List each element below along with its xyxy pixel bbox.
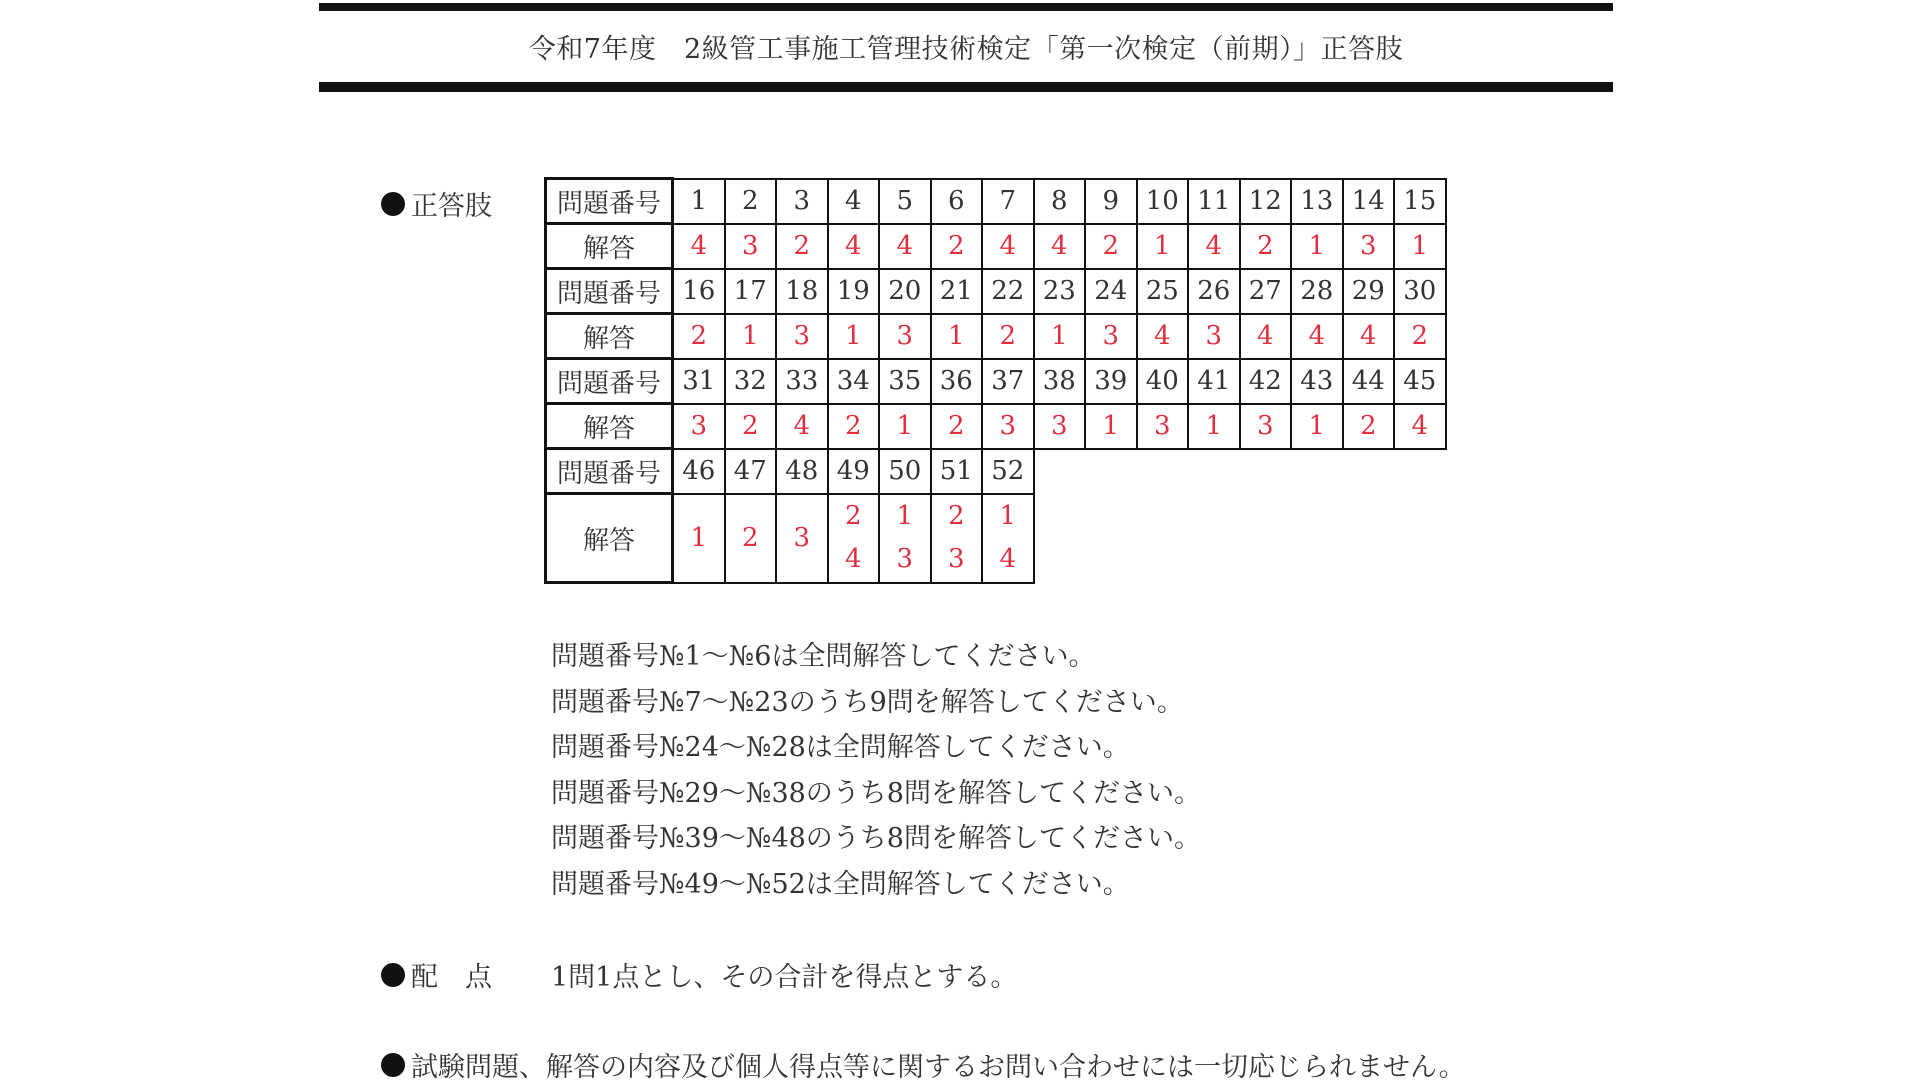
- scoring-section-label: [381, 955, 492, 994]
- answer-cell: 2: [1394, 314, 1446, 359]
- empty-cell: [1291, 494, 1343, 583]
- question-number-cell: 42: [1240, 359, 1292, 404]
- question-number-cell: 36: [931, 359, 983, 404]
- question-number-cell: 47: [725, 449, 777, 494]
- top-rule: [319, 3, 1613, 11]
- question-number-cell: 4: [828, 179, 880, 224]
- note-line: 問題番号№1～№6は全問解答してください。: [551, 641, 1096, 672]
- empty-cell: [1034, 494, 1086, 583]
- answer-cell: 4: [1034, 224, 1086, 269]
- scoring-label: 配 点: [411, 962, 492, 993]
- answer-cell: [828, 494, 880, 583]
- answer-cell: [982, 494, 1034, 583]
- question-number-cell: 38: [1034, 359, 1086, 404]
- answers-section-title: 正答肢: [411, 191, 492, 222]
- answer-cell: 4: [828, 224, 880, 269]
- question-number-cell: 9: [1085, 179, 1137, 224]
- question-number-cell: 35: [879, 359, 931, 404]
- bullet-icon: [381, 1053, 405, 1077]
- disclaimer-text: 試験問題、解答の内容及び個人得点等に関するお問い合わせには一切応じられません。: [411, 1052, 1466, 1083]
- answer-cell: 2: [1343, 404, 1395, 449]
- answer-cell: 2: [1085, 224, 1137, 269]
- answer-value: 2: [741, 522, 759, 553]
- answer-cell: 3: [1137, 404, 1189, 449]
- question-number-cell: 46: [673, 449, 725, 494]
- empty-cell: [1137, 494, 1189, 583]
- answer-value: 3: [947, 544, 965, 574]
- answer-cell: 4: [673, 224, 725, 269]
- answer-cell: [725, 494, 777, 583]
- note-line: 問題番号№24～№28は全問解答してください。: [551, 732, 1130, 763]
- question-number-cell: 32: [725, 359, 777, 404]
- answers-section-label: [381, 184, 492, 223]
- empty-cell: [1394, 449, 1446, 494]
- question-number-cell: 12: [1240, 179, 1292, 224]
- bullet-icon: [381, 963, 405, 987]
- question-number-cell: 10: [1137, 179, 1189, 224]
- page-title: 令和7年度 2級管工事施工管理技術検定「第一次検定（前期）」正答肢: [528, 34, 1404, 65]
- empty-cell: [1291, 449, 1343, 494]
- answer-value: 1: [690, 522, 708, 553]
- answer-cell: 2: [828, 404, 880, 449]
- answer-value: 1: [896, 501, 914, 531]
- empty-cell: [1343, 494, 1395, 583]
- answer-cell: 3: [673, 404, 725, 449]
- question-number-cell: 7: [982, 179, 1034, 224]
- answer-header: 解答: [546, 314, 673, 359]
- answer-cell: [673, 494, 725, 583]
- answer-value: 4: [844, 544, 862, 574]
- answer-cell: 1: [725, 314, 777, 359]
- note-line: 問題番号№39～№48のうち8問を解答してください。: [551, 823, 1201, 854]
- answer-cell: 1: [1291, 224, 1343, 269]
- answer-cell: 2: [982, 314, 1034, 359]
- answer-value: 2: [844, 501, 862, 531]
- question-number-row: [546, 269, 1446, 314]
- empty-cell: [1343, 449, 1395, 494]
- answer-cell: 1: [931, 314, 983, 359]
- answer-cell: 4: [879, 224, 931, 269]
- question-number-cell: 14: [1343, 179, 1395, 224]
- answer-cell: 3: [1188, 314, 1240, 359]
- instruction-notes: [551, 634, 1201, 907]
- question-number-header: 問題番号: [546, 179, 673, 224]
- question-number-cell: 26: [1188, 269, 1240, 314]
- question-number-row: [546, 359, 1446, 404]
- bullet-icon: [381, 192, 405, 216]
- question-number-header: 問題番号: [546, 359, 673, 404]
- question-number-cell: 39: [1085, 359, 1137, 404]
- question-number-cell: 18: [776, 269, 828, 314]
- answer-cell: 4: [1291, 314, 1343, 359]
- answer-value: 1: [999, 501, 1017, 531]
- answer-cell: 2: [725, 404, 777, 449]
- question-number-cell: 20: [879, 269, 931, 314]
- question-number-cell: 11: [1188, 179, 1240, 224]
- question-number-cell: 22: [982, 269, 1034, 314]
- answer-cell: 3: [1240, 404, 1292, 449]
- question-number-cell: 27: [1240, 269, 1292, 314]
- note-line: 問題番号№49～№52は全問解答してください。: [551, 868, 1130, 900]
- empty-cell: [1085, 449, 1137, 494]
- answer-cell: 2: [673, 314, 725, 359]
- question-number-row: [546, 179, 1446, 224]
- question-number-cell: 45: [1394, 359, 1446, 404]
- question-number-cell: 31: [673, 359, 725, 404]
- empty-cell: [1240, 449, 1292, 494]
- question-number-cell: 6: [931, 179, 983, 224]
- question-number-cell: 44: [1343, 359, 1395, 404]
- answer-cell: [776, 494, 828, 583]
- answer-row: [546, 494, 1446, 583]
- answer-row: [546, 314, 1446, 359]
- answer-cell: 2: [776, 224, 828, 269]
- answer-row: [546, 224, 1446, 269]
- note-line: 問題番号№7～№23のうち9問を解答してください。: [551, 686, 1184, 718]
- answer-cell: 3: [879, 314, 931, 359]
- answer-cell: 1: [828, 314, 880, 359]
- answer-cell: 3: [1343, 224, 1395, 269]
- answer-cell: 2: [1240, 224, 1292, 269]
- answer-header: 解答: [546, 494, 673, 583]
- empty-cell: [1188, 449, 1240, 494]
- answer-cell: 1: [1085, 404, 1137, 449]
- question-number-cell: 13: [1291, 179, 1343, 224]
- answer-cell: 1: [1394, 224, 1446, 269]
- question-number-cell: 52: [982, 449, 1034, 494]
- empty-cell: [1137, 449, 1189, 494]
- question-number-cell: 33: [776, 359, 828, 404]
- answer-cell: [879, 494, 931, 583]
- question-number-cell: 17: [725, 269, 777, 314]
- answer-cell: 1: [1034, 314, 1086, 359]
- question-number-cell: 49: [828, 449, 880, 494]
- answer-cell: 4: [1240, 314, 1292, 359]
- answer-cell: 1: [1137, 224, 1189, 269]
- question-number-cell: 51: [931, 449, 983, 494]
- question-number-header: 問題番号: [546, 449, 673, 494]
- answer-value: 2: [947, 501, 965, 531]
- answer-cell: 4: [776, 404, 828, 449]
- question-number-cell: 29: [1343, 269, 1395, 314]
- question-number-cell: 16: [673, 269, 725, 314]
- bottom-rule: [319, 82, 1613, 92]
- disclaimer-section: [381, 1045, 1466, 1084]
- answer-value: 4: [999, 544, 1017, 574]
- question-number-cell: 30: [1394, 269, 1446, 314]
- answer-cell: 2: [931, 224, 983, 269]
- answer-cell: 4: [1394, 404, 1446, 449]
- empty-cell: [1085, 494, 1137, 583]
- empty-cell: [1394, 494, 1446, 583]
- empty-cell: [1240, 494, 1292, 583]
- question-number-cell: 37: [982, 359, 1034, 404]
- question-number-cell: 5: [879, 179, 931, 224]
- question-number-cell: 2: [725, 179, 777, 224]
- question-number-cell: 23: [1034, 269, 1086, 314]
- answer-cell: 1: [1188, 404, 1240, 449]
- question-number-cell: 28: [1291, 269, 1343, 314]
- answer-cell: 3: [725, 224, 777, 269]
- question-number-cell: 25: [1137, 269, 1189, 314]
- answer-cell: 4: [1343, 314, 1395, 359]
- question-number-cell: 43: [1291, 359, 1343, 404]
- question-number-cell: 1: [673, 179, 725, 224]
- answer-cell: 2: [931, 404, 983, 449]
- question-number-cell: 15: [1394, 179, 1446, 224]
- answer-cell: 3: [1034, 404, 1086, 449]
- answer-cell: 4: [982, 224, 1034, 269]
- question-number-row: [546, 449, 1446, 494]
- question-number-cell: 34: [828, 359, 880, 404]
- question-number-cell: 41: [1188, 359, 1240, 404]
- answer-header: 解答: [546, 404, 673, 449]
- answer-table: [544, 177, 1447, 584]
- answer-cell: 1: [1291, 404, 1343, 449]
- answer-header: 解答: [546, 224, 673, 269]
- note-line: 問題番号№29～№38のうち8問を解答してください。: [551, 777, 1201, 809]
- question-number-cell: 48: [776, 449, 828, 494]
- question-number-cell: 19: [828, 269, 880, 314]
- question-number-cell: 24: [1085, 269, 1137, 314]
- question-number-cell: 50: [879, 449, 931, 494]
- empty-cell: [1034, 449, 1086, 494]
- question-number-header: 問題番号: [546, 269, 673, 314]
- answer-value: 3: [793, 522, 811, 553]
- question-number-cell: 21: [931, 269, 983, 314]
- answer-cell: 3: [776, 314, 828, 359]
- answer-value: 3: [896, 544, 914, 574]
- answer-cell: 3: [1085, 314, 1137, 359]
- scoring-text: 1問1点とし、その合計を得点とする。: [551, 962, 1018, 993]
- answer-row: [546, 404, 1446, 449]
- answer-cell: 3: [982, 404, 1034, 449]
- answer-cell: 4: [1137, 314, 1189, 359]
- question-number-cell: 40: [1137, 359, 1189, 404]
- empty-cell: [1188, 494, 1240, 583]
- answer-cell: 1: [879, 404, 931, 449]
- question-number-cell: 3: [776, 179, 828, 224]
- question-number-cell: 8: [1034, 179, 1086, 224]
- answer-cell: 4: [1188, 224, 1240, 269]
- answer-cell: [931, 494, 983, 583]
